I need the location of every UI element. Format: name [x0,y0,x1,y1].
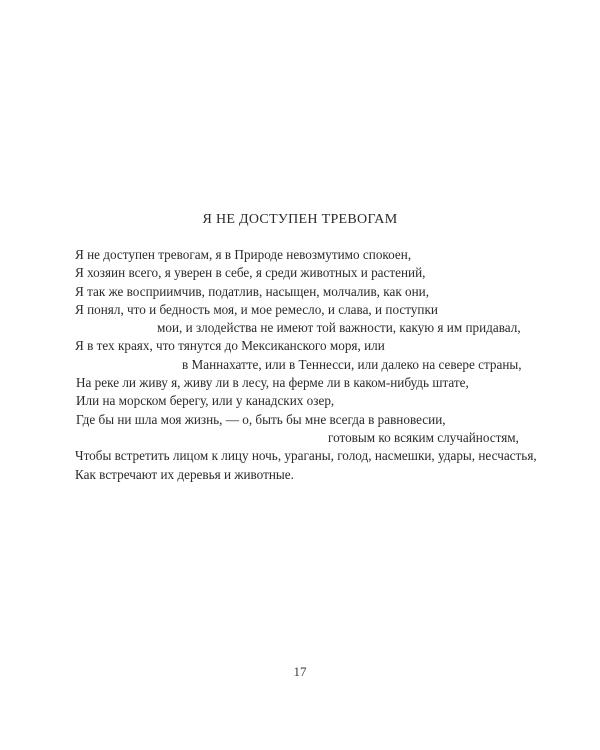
poem-line: Я понял, что и бедность моя, и мое ремесло, и слава, и поступки [75,301,438,317]
poem-line: Я так же восприимчив, податлив, насыщен, молчалив, как они, [75,283,430,299]
poem-line: Как встречают их деревья и животные. [75,466,294,482]
poem-line-continuation: мои, и злодейства не имеют той важности, какую я им придавал, [157,320,521,336]
poem-line: Я не доступен тревогам, я в Природе невозмутимо спокоен, [75,247,412,262]
poem-line-continuation: готовым ко всяким случайностям, [328,429,519,445]
poem-title: Я НЕ ДОСТУПЕН ТРЕВОГАМ [202,212,398,227]
poem-line: Я хозяин всего, я уверен в себе, я среди животных и растений, [75,265,426,281]
poem-stanza [0,246,600,484]
poem-line: На реке ли живу я, живу ли в лесу, на ферме ли в каком-нибудь штате, [76,375,469,391]
poem-line: Или на морском берегу, или у канадских озер, [76,393,335,409]
poem-line-continuation: в Маннахатте, или в Теннесси, или далеко на севере страны, [182,356,522,372]
page-number: 17 [293,664,307,679]
poem-line: Чтобы встретить лицом к лицу ночь, ураганы, голод, насмешки, удары, несчастья, [75,448,537,464]
poem-line: Я в тех краях, что тянутся до Мексиканского моря, или [75,338,385,354]
poem-line: Где бы ни шла моя жизнь, — о, быть бы мне всегда в равновесии, [76,411,446,427]
